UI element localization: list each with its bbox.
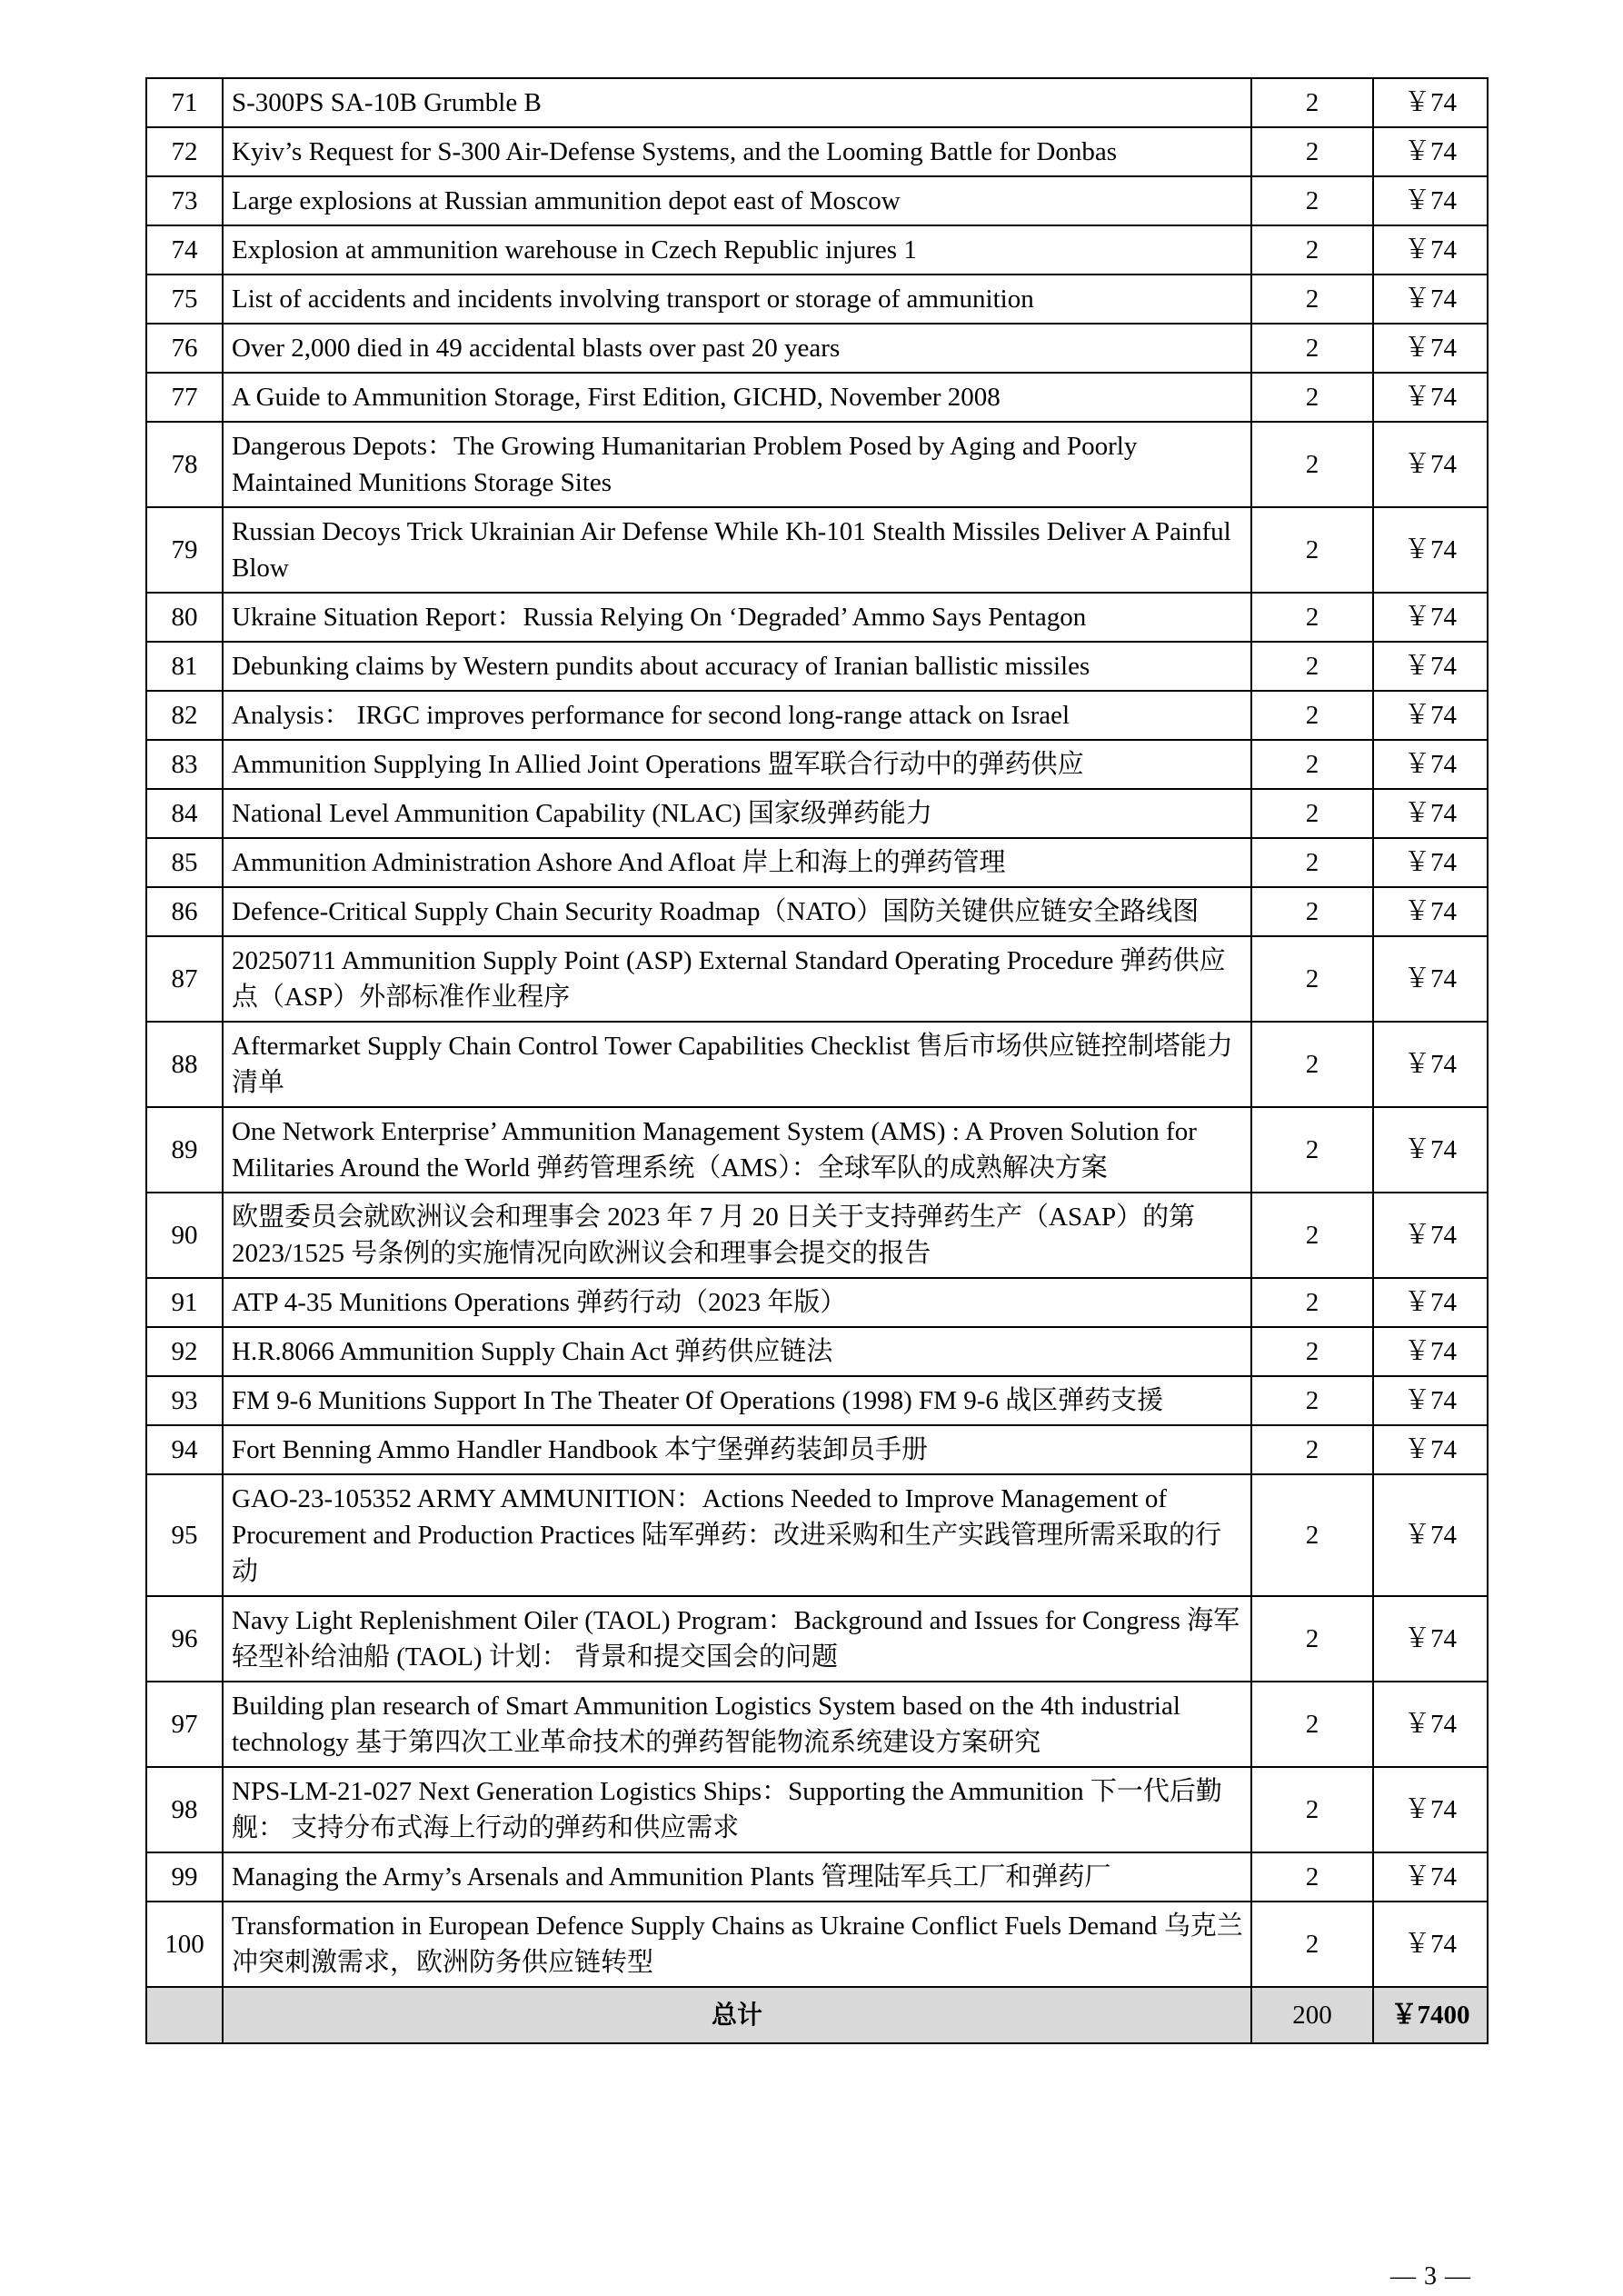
row-price: ￥74 (1373, 78, 1488, 127)
row-title: FM 9-6 Munitions Support In The Theater Of Operations (1998) FM 9-6 战区弹药支援 (223, 1376, 1251, 1425)
row-number: 79 (146, 507, 223, 593)
row-quantity: 2 (1251, 1767, 1373, 1852)
row-price: ￥74 (1373, 740, 1488, 789)
total-empty-cell (146, 1987, 223, 2043)
table-row (146, 422, 1488, 507)
table-row (146, 78, 1488, 127)
table-row (146, 1767, 1488, 1852)
row-price: ￥74 (1373, 1278, 1488, 1327)
row-number: 74 (146, 225, 223, 275)
row-number: 76 (146, 324, 223, 373)
table-row (146, 225, 1488, 275)
row-price: ￥74 (1373, 225, 1488, 275)
row-price: ￥74 (1373, 422, 1488, 507)
row-price: ￥74 (1373, 176, 1488, 225)
row-quantity: 2 (1251, 936, 1373, 1022)
row-number: 95 (146, 1474, 223, 1596)
row-price: ￥74 (1373, 275, 1488, 324)
row-number: 96 (146, 1596, 223, 1682)
table-row (146, 887, 1488, 936)
table-row (146, 1425, 1488, 1474)
row-quantity: 2 (1251, 1278, 1373, 1327)
table-row (146, 1193, 1488, 1278)
table-row (146, 373, 1488, 422)
row-number: 80 (146, 593, 223, 642)
table-row (146, 838, 1488, 887)
table-row (146, 1107, 1488, 1193)
row-quantity: 2 (1251, 225, 1373, 275)
row-number: 98 (146, 1767, 223, 1852)
row-quantity: 2 (1251, 1022, 1373, 1107)
row-quantity: 2 (1251, 373, 1373, 422)
row-quantity: 2 (1251, 1474, 1373, 1596)
row-price: ￥74 (1373, 887, 1488, 936)
row-number: 100 (146, 1902, 223, 1987)
row-quantity: 2 (1251, 1902, 1373, 1987)
row-quantity: 2 (1251, 838, 1373, 887)
table-row (146, 507, 1488, 593)
row-title: One Network Enterprise’ Ammunition Management System (AMS) : A Proven Solution for Militaries Around the World 弹药管理系统（AMS）：全球军队的成熟解决方案 (223, 1107, 1251, 1193)
row-quantity: 2 (1251, 642, 1373, 691)
row-price: ￥74 (1373, 1767, 1488, 1852)
row-title: Ukraine Situation Report：Russia Relying On ‘Degraded’ Ammo Says Pentagon (223, 593, 1251, 642)
row-title: Ammunition Administration Ashore And Afloat 岸上和海上的弹药管理 (223, 838, 1251, 887)
table-row (146, 1376, 1488, 1425)
row-quantity: 2 (1251, 275, 1373, 324)
row-price: ￥74 (1373, 642, 1488, 691)
table-row (146, 1852, 1488, 1902)
row-title: Aftermarket Supply Chain Control Tower Capabilities Checklist 售后市场供应链控制塔能力清单 (223, 1022, 1251, 1107)
row-price: ￥74 (1373, 1376, 1488, 1425)
row-price: ￥74 (1373, 593, 1488, 642)
row-number: 86 (146, 887, 223, 936)
row-number: 94 (146, 1425, 223, 1474)
row-quantity: 2 (1251, 127, 1373, 176)
row-number: 71 (146, 78, 223, 127)
table-row (146, 740, 1488, 789)
row-title: List of accidents and incidents involving transport or storage of ammunition (223, 275, 1251, 324)
row-title: Large explosions at Russian ammunition depot east of Moscow (223, 176, 1251, 225)
row-title: National Level Ammunition Capability (NLAC) 国家级弹药能力 (223, 789, 1251, 838)
row-number: 99 (146, 1852, 223, 1902)
row-number: 81 (146, 642, 223, 691)
row-quantity: 2 (1251, 1107, 1373, 1193)
row-quantity: 2 (1251, 1193, 1373, 1278)
row-title: Explosion at ammunition warehouse in Czech Republic injures 1 (223, 225, 1251, 275)
row-number: 85 (146, 838, 223, 887)
row-title: H.R.8066 Ammunition Supply Chain Act 弹药供应链法 (223, 1327, 1251, 1376)
row-title: Ammunition Supplying In Allied Joint Operations 盟军联合行动中的弹药供应 (223, 740, 1251, 789)
row-number: 88 (146, 1022, 223, 1107)
row-quantity: 2 (1251, 324, 1373, 373)
row-title: 20250711 Ammunition Supply Point (ASP) External Standard Operating Procedure 弹药供应点（ASP）外部标准作业程序 (223, 936, 1251, 1022)
row-title: A Guide to Ammunition Storage, First Edition, GICHD, November 2008 (223, 373, 1251, 422)
row-title: Managing the Army’s Arsenals and Ammunition Plants 管理陆军兵工厂和弹药厂 (223, 1852, 1251, 1902)
total-row (146, 1987, 1488, 2043)
row-title: 欧盟委员会就欧洲议会和理事会 2023 年 7 月 20 日关于支持弹药生产（ASAP）的第 2023/1525 号条例的实施情况向欧洲议会和理事会提交的报告 (223, 1193, 1251, 1278)
table-row (146, 1596, 1488, 1682)
row-title: S-300PS SA-10B Grumble B (223, 78, 1251, 127)
row-price: ￥74 (1373, 838, 1488, 887)
row-title: GAO-23-105352 ARMY AMMUNITION：Actions Needed to Improve Management of Procurement and Production Practices 陆军弹药：改进采购和生产实践管理所需采取的行动 (223, 1474, 1251, 1596)
table-row (146, 127, 1488, 176)
page-number: — 3 — (1390, 2262, 1471, 2291)
row-price: ￥74 (1373, 1425, 1488, 1474)
total-price: ￥7400 (1373, 1987, 1488, 2043)
table-row (146, 1327, 1488, 1376)
row-title: Fort Benning Ammo Handler Handbook 本宁堡弹药装卸员手册 (223, 1425, 1251, 1474)
row-number: 84 (146, 789, 223, 838)
table-row (146, 1278, 1488, 1327)
table-row (146, 593, 1488, 642)
row-price: ￥74 (1373, 1193, 1488, 1278)
row-quantity: 2 (1251, 507, 1373, 593)
row-title: Kyiv’s Request for S-300 Air-Defense Systems, and the Looming Battle for Donbas (223, 127, 1251, 176)
row-number: 97 (146, 1682, 223, 1767)
row-title: Defence-Critical Supply Chain Security Roadmap（NATO）国防关键供应链安全路线图 (223, 887, 1251, 936)
table-row (146, 1474, 1488, 1596)
row-quantity: 2 (1251, 176, 1373, 225)
row-number: 89 (146, 1107, 223, 1193)
table-row (146, 789, 1488, 838)
ammunition-document-table (145, 77, 1489, 2044)
row-number: 78 (146, 422, 223, 507)
row-price: ￥74 (1373, 1682, 1488, 1767)
row-title: Building plan research of Smart Ammunition Logistics System based on the 4th industrial technology 基于第四次工业革命技术的弹药智能物流系统建设方案研究 (223, 1682, 1251, 1767)
row-price: ￥74 (1373, 691, 1488, 740)
row-title: NPS-LM-21-027 Next Generation Logistics Ships：Supporting the Ammunition 下一代后勤舰： 支持分布式海上行动的弹药和供应需求 (223, 1767, 1251, 1852)
row-price: ￥74 (1373, 789, 1488, 838)
row-price: ￥74 (1373, 507, 1488, 593)
document-page (145, 77, 1487, 2044)
table-row (146, 936, 1488, 1022)
table-row (146, 176, 1488, 225)
row-title: Over 2,000 died in 49 accidental blasts over past 20 years (223, 324, 1251, 373)
row-quantity: 2 (1251, 1327, 1373, 1376)
table-row (146, 275, 1488, 324)
row-number: 91 (146, 1278, 223, 1327)
row-quantity: 2 (1251, 1852, 1373, 1902)
total-label: 总计 (223, 1987, 1251, 2043)
row-quantity: 2 (1251, 691, 1373, 740)
row-quantity: 2 (1251, 740, 1373, 789)
table-row (146, 642, 1488, 691)
table-row (146, 324, 1488, 373)
row-title: Transformation in European Defence Supply Chains as Ukraine Conflict Fuels Demand 乌克兰冲突刺激需求，欧洲防务供应链转型 (223, 1902, 1251, 1987)
table-row (146, 1902, 1488, 1987)
row-price: ￥74 (1373, 1022, 1488, 1107)
row-number: 77 (146, 373, 223, 422)
row-number: 93 (146, 1376, 223, 1425)
row-number: 72 (146, 127, 223, 176)
row-quantity: 2 (1251, 422, 1373, 507)
row-price: ￥74 (1373, 1596, 1488, 1682)
row-number: 75 (146, 275, 223, 324)
row-price: ￥74 (1373, 373, 1488, 422)
row-price: ￥74 (1373, 936, 1488, 1022)
row-price: ￥74 (1373, 1107, 1488, 1193)
row-price: ￥74 (1373, 1327, 1488, 1376)
table-row (146, 1022, 1488, 1107)
row-title: Analysis： IRGC improves performance for second long-range attack on Israel (223, 691, 1251, 740)
row-quantity: 2 (1251, 1682, 1373, 1767)
row-number: 87 (146, 936, 223, 1022)
row-title: Navy Light Replenishment Oiler (TAOL) Program：Background and Issues for Congress 海军轻型补给油船 (TAOL) 计划： 背景和提交国会的问题 (223, 1596, 1251, 1682)
row-price: ￥74 (1373, 1474, 1488, 1596)
row-price: ￥74 (1373, 1852, 1488, 1902)
total-quantity: 200 (1251, 1987, 1373, 2043)
row-quantity: 2 (1251, 78, 1373, 127)
row-title: ATP 4-35 Munitions Operations 弹药行动（2023 年版） (223, 1278, 1251, 1327)
row-price: ￥74 (1373, 127, 1488, 176)
row-price: ￥74 (1373, 1902, 1488, 1987)
row-quantity: 2 (1251, 1425, 1373, 1474)
row-number: 90 (146, 1193, 223, 1278)
table-body (146, 78, 1488, 2043)
row-number: 83 (146, 740, 223, 789)
row-title: Dangerous Depots：The Growing Humanitarian Problem Posed by Aging and Poorly Maintained Munitions Storage Sites (223, 422, 1251, 507)
row-quantity: 2 (1251, 593, 1373, 642)
table-row (146, 691, 1488, 740)
row-price: ￥74 (1373, 324, 1488, 373)
row-quantity: 2 (1251, 887, 1373, 936)
table-row (146, 1682, 1488, 1767)
row-quantity: 2 (1251, 1376, 1373, 1425)
row-title: Russian Decoys Trick Ukrainian Air Defense While Kh-101 Stealth Missiles Deliver A Painful Blow (223, 507, 1251, 593)
row-number: 82 (146, 691, 223, 740)
row-number: 92 (146, 1327, 223, 1376)
row-title: Debunking claims by Western pundits about accuracy of Iranian ballistic missiles (223, 642, 1251, 691)
row-number: 73 (146, 176, 223, 225)
row-quantity: 2 (1251, 789, 1373, 838)
row-quantity: 2 (1251, 1596, 1373, 1682)
